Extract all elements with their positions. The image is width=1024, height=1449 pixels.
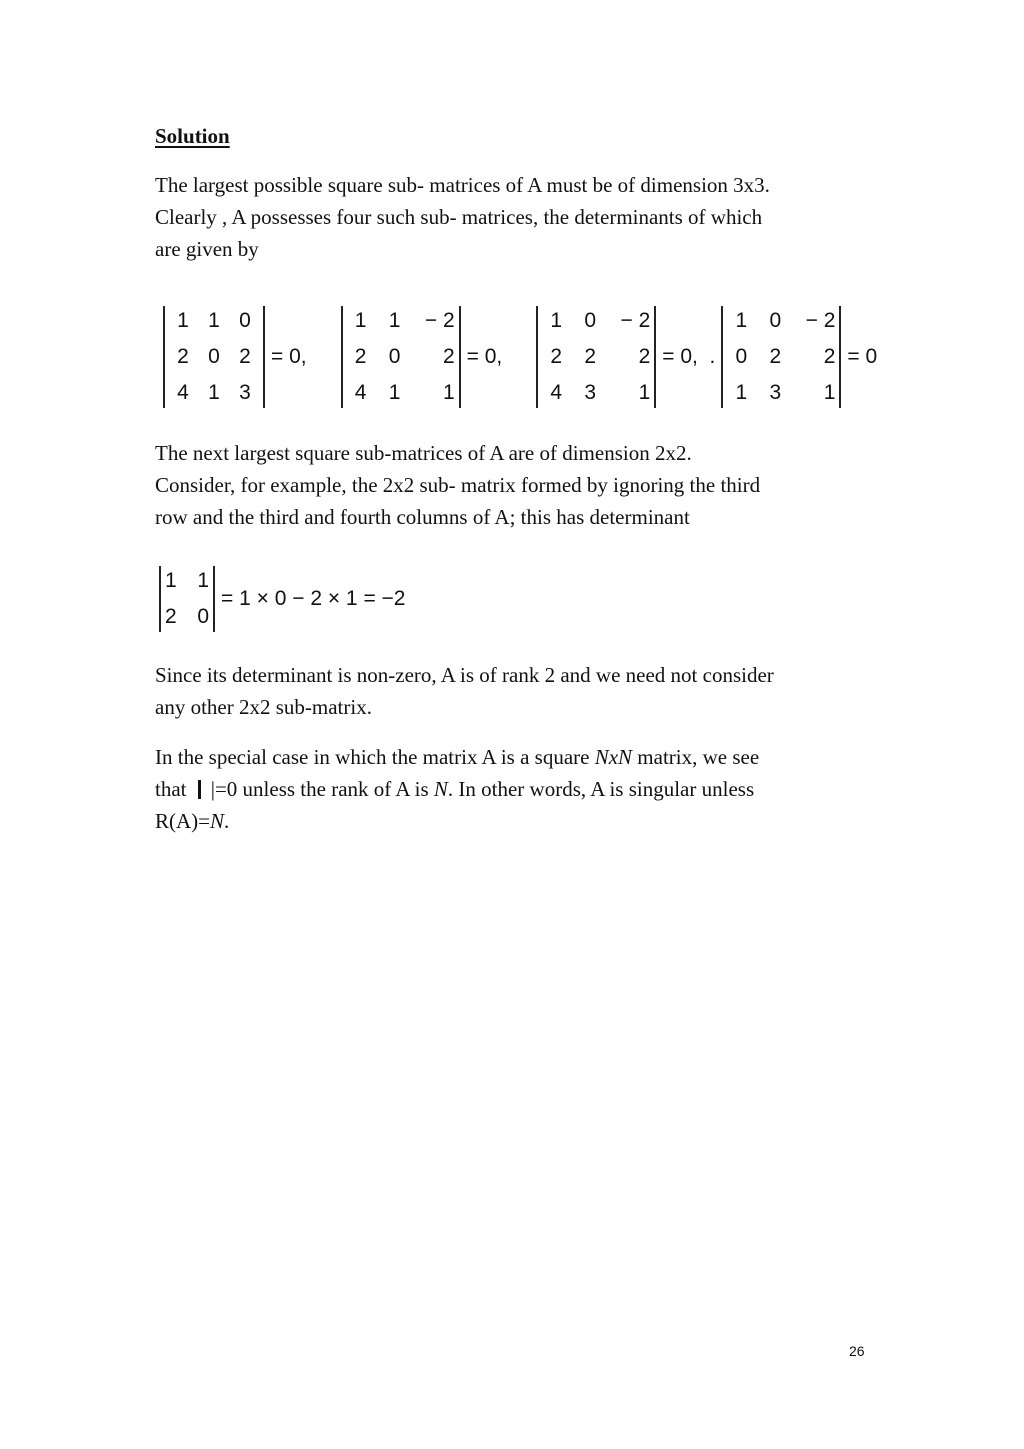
determinant-3-result: = 0, . [662, 345, 716, 368]
matrix-cell: 1 [735, 309, 748, 332]
matrix-cell: 0 [197, 605, 209, 628]
matrix-cell: 1 [354, 309, 367, 332]
matrix-cell: 4 [550, 381, 563, 404]
matrix-cell: 2 [584, 345, 597, 368]
determinant-2x2 [159, 566, 440, 632]
determinant-1 [163, 306, 341, 408]
matrix-2 [341, 306, 461, 408]
determinant-3 [536, 306, 721, 408]
matrix-cell: 0 [769, 309, 782, 332]
text-run: that [155, 777, 192, 801]
rank-line-2: any other 2x2 sub-matrix. [155, 695, 372, 719]
text-run: matrix, we see [632, 745, 760, 769]
matrix-cell: 1 [735, 381, 748, 404]
text-run-italic: N [210, 809, 225, 833]
matrix-cell: 1 [388, 381, 401, 404]
matrix-cell: 1 [177, 309, 189, 332]
intro-line-3: are given by [155, 237, 259, 261]
rank-line-1: Since its determinant is non-zero, A is of rank 2 and we need not consider [155, 663, 774, 687]
matrix-cell: 1 [442, 381, 455, 404]
matrix-cell: 3 [584, 381, 597, 404]
matrix-cell: 2 [239, 345, 251, 368]
matrix-cell: 2 [638, 345, 651, 368]
determinant-bar-glyph [198, 780, 201, 799]
determinant-2-result: = 0, [466, 345, 503, 368]
determinant-4-result: = 0 [847, 345, 878, 368]
matrix-cell: 4 [354, 381, 367, 404]
matrix-cell: 1 [550, 309, 563, 332]
matrix-cell: 2 [165, 605, 177, 628]
matrix-4 [721, 306, 841, 408]
matrix-cell: 0 [388, 345, 401, 368]
solution-heading: Solution [155, 124, 230, 148]
matrix-2x2 [159, 566, 215, 632]
matrix-cell: 1 [208, 381, 220, 404]
matrix-cell: 1 [388, 309, 401, 332]
page-number: 26 [849, 1343, 865, 1359]
text-run: . In other words, A is singular unless [447, 777, 755, 801]
next-line-3: row and the third and fourth columns of A; this has determinant [155, 505, 690, 529]
intro-paragraph [155, 169, 875, 265]
text-run-italic: NxN [594, 745, 633, 769]
matrix-3 [536, 306, 656, 408]
special-line-3 [155, 805, 875, 837]
text-run: . [224, 809, 230, 833]
special-line-1 [155, 741, 875, 773]
next-line-2: Consider, for example, the 2x2 sub- matrix formed by ignoring the third [155, 473, 761, 497]
matrix-cell: 2 [177, 345, 189, 368]
matrix-cell: 1 [823, 381, 836, 404]
determinant-2x2-result: = 1 × 0 − 2 × 1 = −2 [221, 587, 406, 610]
matrix-cell: 0 [208, 345, 220, 368]
matrix-cell: 0 [239, 309, 251, 332]
matrix-cell: 2 [769, 345, 782, 368]
determinant-1-result: = 0, [271, 345, 307, 368]
matrix-cell: 1 [208, 309, 220, 332]
matrix-cell: 2 [823, 345, 836, 368]
matrix-cell: 1 [165, 569, 177, 592]
rank-paragraph [155, 659, 875, 723]
matrix-cell: − 2 [620, 309, 651, 332]
matrix-cell: 3 [239, 381, 251, 404]
determinant-4 [721, 306, 877, 408]
intro-line-1: The largest possible square sub- matrices of A must be of dimension 3x3. [155, 173, 770, 197]
matrix-cell: 2 [442, 345, 455, 368]
special-line-2 [155, 773, 875, 805]
matrix-cell: 0 [735, 345, 748, 368]
matrix-cell: 4 [177, 381, 189, 404]
matrix-cell: 0 [584, 309, 597, 332]
special-case-paragraph [155, 741, 875, 837]
next-paragraph [155, 437, 875, 533]
matrix-cell: 3 [769, 381, 782, 404]
matrix-cell: 1 [197, 569, 209, 592]
text-run: R(A)= [155, 809, 211, 833]
matrix-1 [163, 306, 265, 408]
text-run: In the special case in which the matrix A is a square [155, 745, 595, 769]
intro-line-2: Clearly , A possesses four such sub- matrices, the determinants of which [155, 205, 763, 229]
determinants-3x3-row [163, 298, 877, 416]
matrix-cell: 1 [638, 381, 651, 404]
determinant-2 [341, 306, 537, 408]
text-run: |=0 unless the rank of A is [210, 777, 434, 801]
matrix-cell: − 2 [805, 309, 836, 332]
text-run-italic: N [433, 777, 448, 801]
matrix-cell: 2 [550, 345, 563, 368]
matrix-cell: 2 [354, 345, 367, 368]
matrix-cell: − 2 [424, 309, 455, 332]
next-line-1: The next largest square sub-matrices of A are of dimension 2x2. [155, 441, 692, 465]
